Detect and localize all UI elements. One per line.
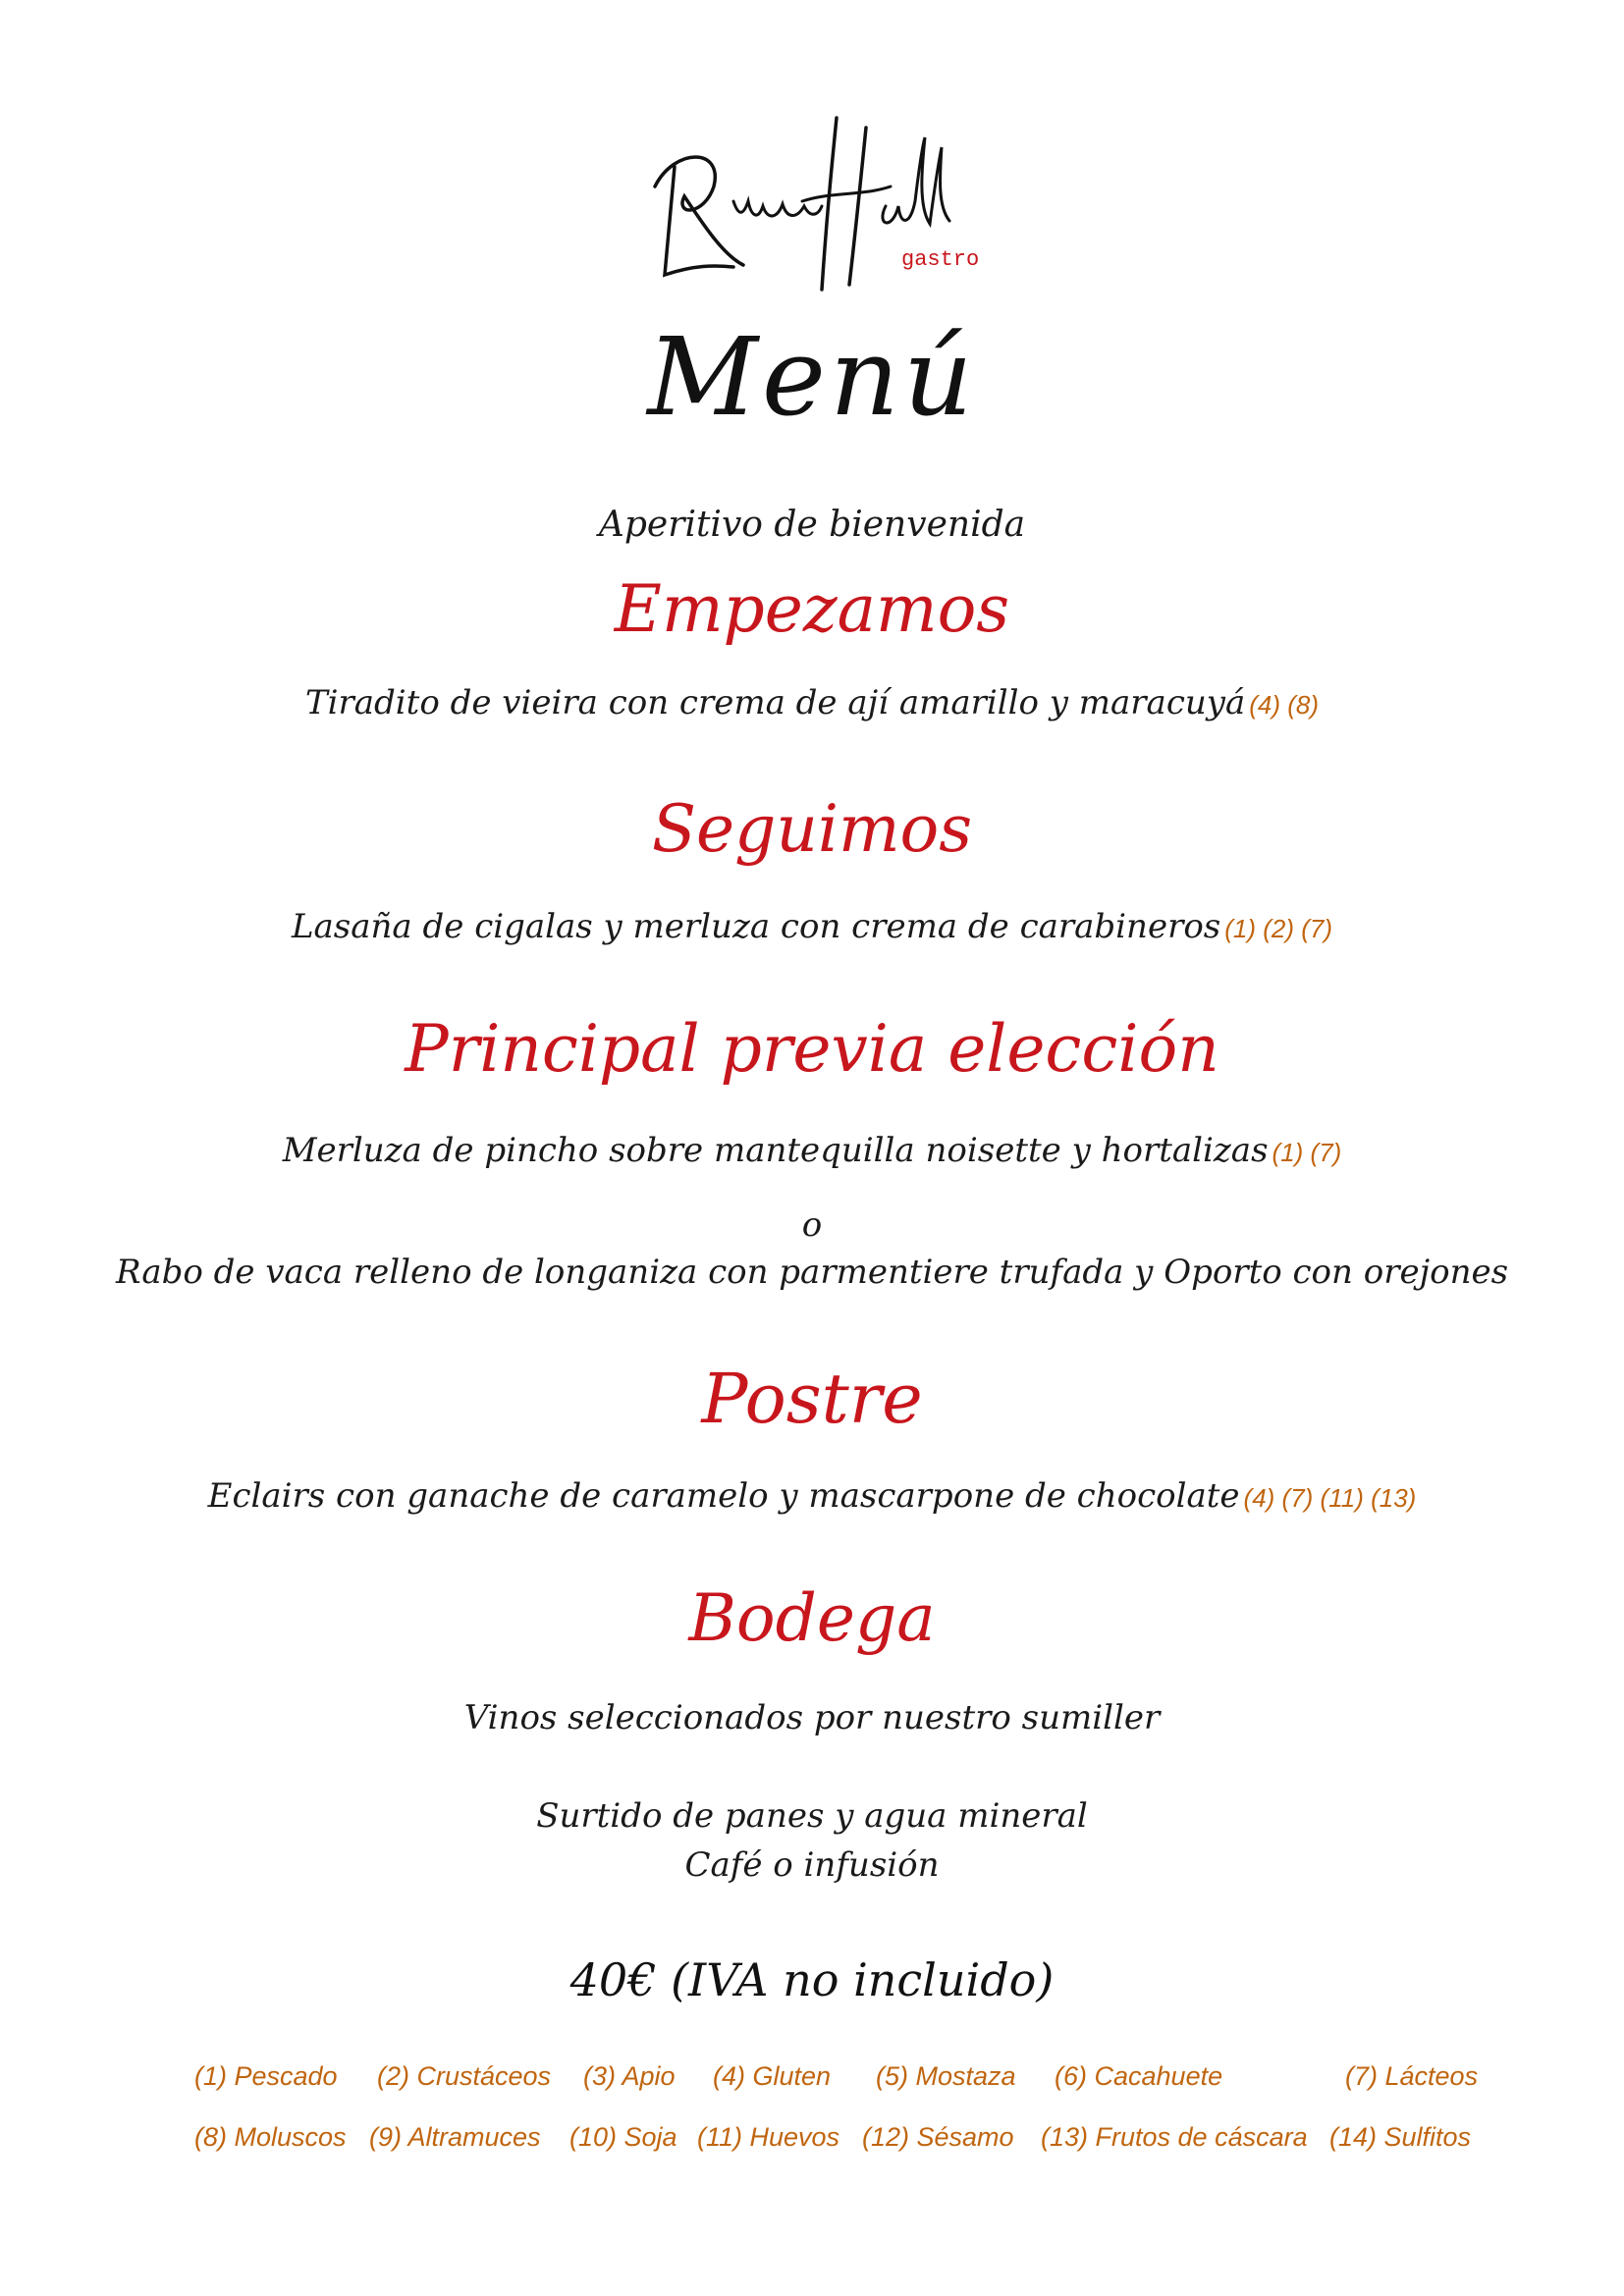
dish-name: Merluza de pincho sobre mantequilla noisette y hortalizas bbox=[282, 1131, 1269, 1170]
section-heading-postre: Postre bbox=[701, 1359, 923, 1439]
allergen-legend-item: (9) Altramuces bbox=[369, 2122, 541, 2152]
dish-row bbox=[0, 683, 1624, 722]
allergen-legend-item: (2) Crustáceos bbox=[377, 2061, 552, 2091]
dish-name: Vinos seleccionados por nuestro sumiller bbox=[463, 1698, 1161, 1737]
allergen-legend-item: (8) Moluscos bbox=[194, 2122, 347, 2152]
allergen-legend-item: (6) Cacahuete bbox=[1055, 2061, 1223, 2091]
dish-row bbox=[0, 1253, 1624, 1292]
allergen-legend-item: (5) Mostaza bbox=[876, 2061, 1016, 2091]
river-hall-logo-mark bbox=[635, 108, 989, 304]
section-heading-bodega: Bodega bbox=[688, 1580, 936, 1656]
dish-name: Eclairs con ganache de caramelo y mascarpone de chocolate bbox=[207, 1476, 1240, 1516]
menu-title bbox=[0, 314, 1624, 440]
welcome-text: Aperitivo de bienvenida bbox=[598, 505, 1026, 545]
allergen-legend-item: (10) Soja bbox=[569, 2122, 677, 2152]
dish-separator: o bbox=[801, 1205, 823, 1245]
section-heading-principal: Principal previa elección bbox=[405, 1011, 1219, 1087]
allergen-legend-row bbox=[0, 2122, 1624, 2162]
river-hall-logo bbox=[0, 108, 1624, 309]
section-heading-seguimos: Seguimos bbox=[651, 791, 973, 867]
allergen-legend-item: (3) Apio bbox=[583, 2061, 676, 2091]
dish-allergens: (4) (7) (11) (13) bbox=[1243, 1483, 1417, 1513]
allergen-legend-row bbox=[0, 2061, 1624, 2101]
dish-name: Tiradito de vieira con crema de ají amarillo y maracuyá bbox=[304, 683, 1246, 722]
price: 40€ (IVA no incluido) bbox=[569, 1953, 1055, 2006]
dish-allergens: (1) (2) (7) bbox=[1224, 914, 1333, 943]
allergen-legend-item: (1) Pescado bbox=[194, 2061, 338, 2091]
extra-item: Café o infusión bbox=[684, 1845, 940, 1885]
dish-name: Rabo de vaca relleno de longaniza con parmentiere trufada y Oporto con orejones bbox=[115, 1253, 1509, 1292]
allergen-legend-item: (12) Sésamo bbox=[862, 2122, 1014, 2152]
menu-title-text: Menú bbox=[647, 314, 977, 440]
allergen-legend-item: (7) Lácteos bbox=[1345, 2061, 1479, 2091]
allergen-legend-item: (13) Frutos de cáscara bbox=[1041, 2122, 1308, 2152]
logo-sub-text: gastro bbox=[901, 247, 980, 272]
allergen-legend-item: (14) Sulfitos bbox=[1329, 2122, 1472, 2152]
allergen-legend-item: (4) Gluten bbox=[713, 2061, 832, 2091]
dish-row bbox=[0, 1476, 1624, 1516]
dish-row bbox=[0, 907, 1624, 946]
dish-name: Lasaña de cigalas y merluza con crema de carabineros bbox=[291, 907, 1221, 946]
section-heading-empezamos: Empezamos bbox=[614, 571, 1010, 647]
allergen-legend-item: (11) Huevos bbox=[697, 2122, 840, 2152]
dish-allergens: (4) (8) bbox=[1249, 690, 1320, 720]
dish-row bbox=[0, 1131, 1624, 1170]
extra-item: Surtido de panes y agua mineral bbox=[536, 1796, 1088, 1836]
dish-allergens: (1) (7) bbox=[1272, 1138, 1342, 1167]
